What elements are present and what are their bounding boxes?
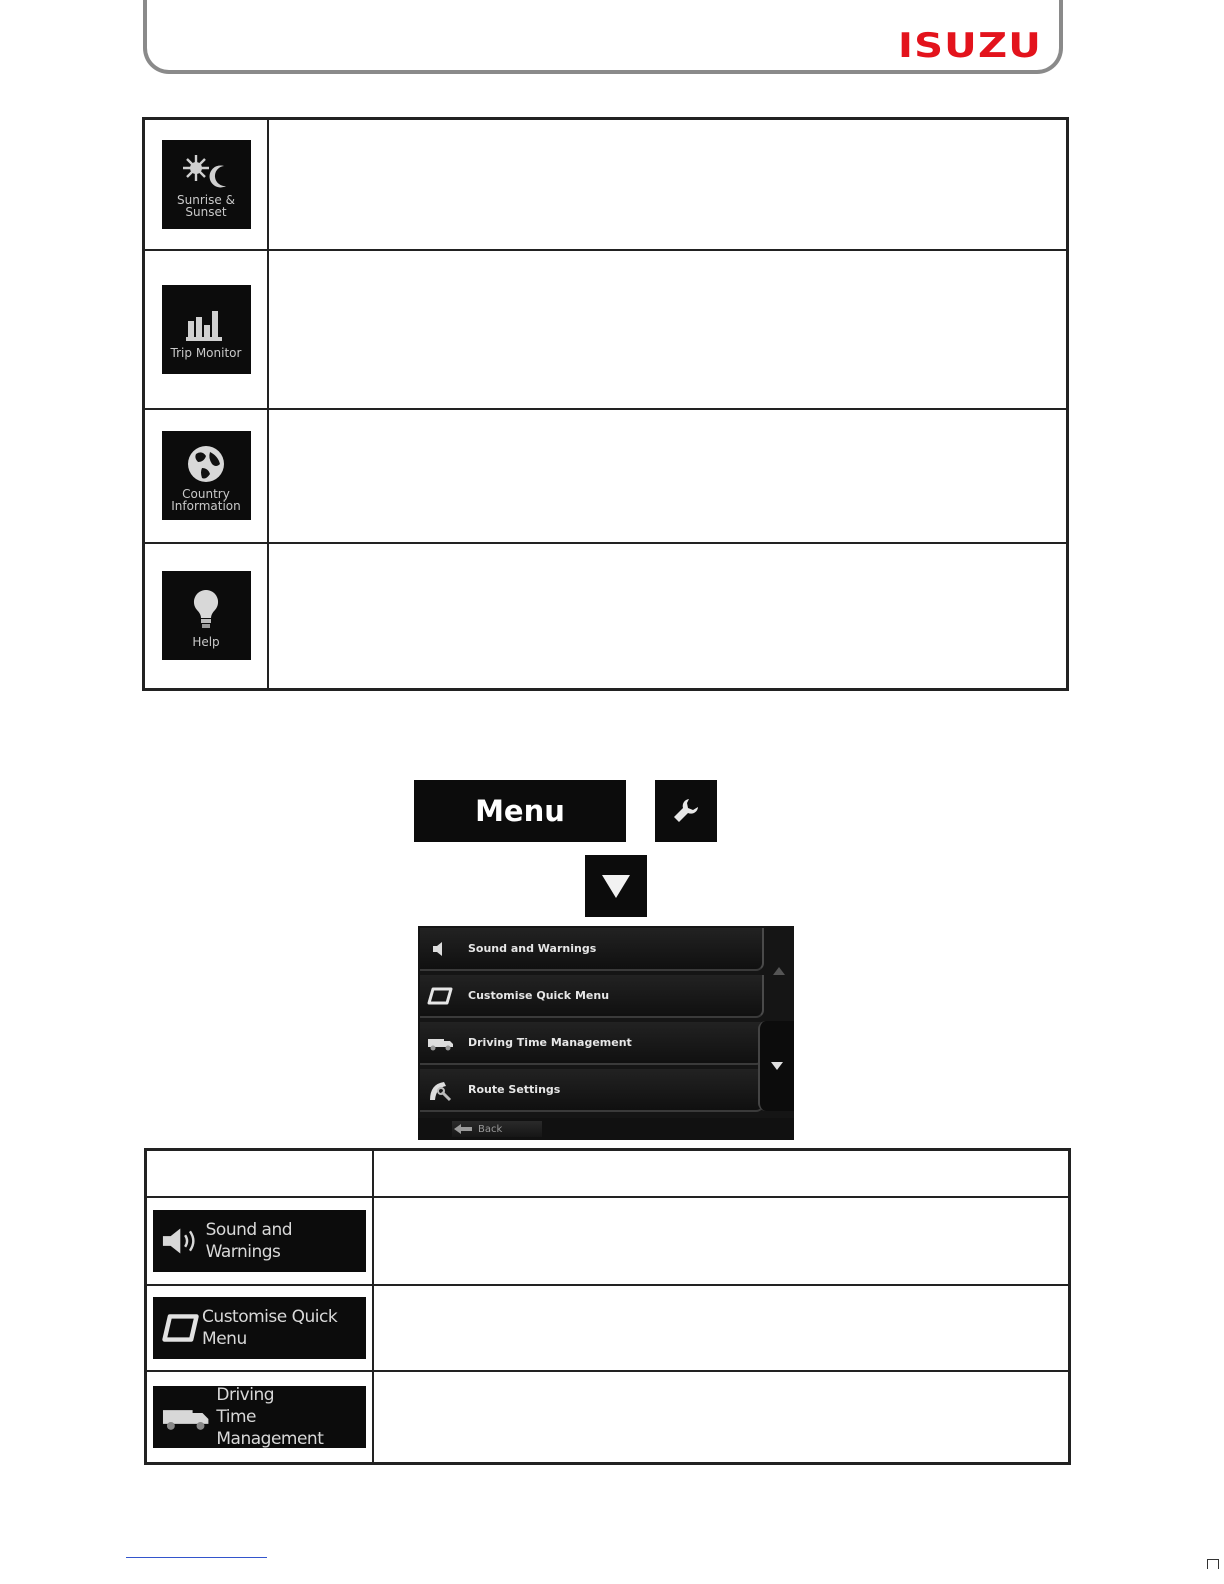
page-corner-mark: [1207, 1559, 1219, 1569]
tile-label: Sunrise & Sunset: [177, 193, 235, 220]
header-cell: [146, 1150, 374, 1197]
table-row: [144, 409, 1068, 543]
table-row: [144, 119, 1068, 250]
features-table: [142, 117, 1069, 691]
speaker-icon: [420, 941, 460, 957]
trip-monitor-tile[interactable]: [162, 285, 251, 374]
speaker-icon: [161, 1226, 200, 1256]
table-header-row: [146, 1150, 1070, 1197]
table-row: [146, 1197, 1070, 1285]
menu-item-customise-quick-menu[interactable]: Customise Quick Menu: [420, 975, 764, 1018]
help-tile[interactable]: [162, 571, 251, 660]
back-arrow-icon: [452, 1123, 474, 1135]
description-cell: [268, 409, 1068, 543]
bar-chart-icon: [184, 303, 228, 343]
tile-label: Country Information: [171, 486, 241, 513]
description-cell: [373, 1285, 1070, 1371]
sound-and-warnings-button[interactable]: Sound and Warnings: [153, 1210, 366, 1272]
table-row: [146, 1371, 1070, 1464]
globe-icon: [184, 444, 228, 484]
sun-moon-icon: [180, 154, 232, 190]
quick-menu-icon: [420, 987, 460, 1005]
settings-table: [144, 1148, 1071, 1465]
scroll-down-small-button[interactable]: [758, 1021, 794, 1111]
customise-quick-menu-button[interactable]: Customise Quick Menu: [153, 1297, 366, 1359]
description-cell: [373, 1371, 1070, 1464]
menu-item-driving-time-management[interactable]: Driving Time Management: [420, 1022, 764, 1065]
down-arrow-icon: [600, 872, 632, 900]
tile-label: Help: [192, 634, 220, 649]
driving-time-management-button[interactable]: Driving Time Management: [153, 1386, 366, 1448]
quick-menu-icon: [161, 1311, 200, 1345]
settings-button[interactable]: [655, 780, 717, 842]
description-cell: [268, 119, 1068, 250]
back-bar: [418, 1118, 794, 1140]
scroll-up-button[interactable]: [764, 956, 794, 986]
menu-button[interactable]: Menu: [414, 780, 626, 842]
description-cell: [268, 543, 1068, 690]
description-cell: [373, 1197, 1070, 1285]
country-information-tile[interactable]: [162, 431, 251, 520]
menu-item-sound-and-warnings[interactable]: Sound and Warnings: [420, 928, 764, 971]
brand-logo: ISUZU: [898, 26, 1042, 66]
settings-menu-screenshot: [418, 926, 794, 1140]
truck-icon: [161, 1402, 210, 1432]
truck-icon: [420, 1035, 460, 1051]
table-row: [144, 543, 1068, 690]
tile-label: Trip Monitor: [170, 346, 242, 360]
table-row: [146, 1285, 1070, 1371]
menu-item-route-settings[interactable]: Route Settings: [420, 1069, 764, 1112]
route-icon: [420, 1078, 460, 1102]
wrench-icon: [671, 796, 701, 826]
up-arrow-icon: [772, 966, 786, 976]
sunrise-sunset-tile[interactable]: [162, 140, 251, 229]
footer-divider: [126, 1557, 267, 1558]
back-button[interactable]: Back: [452, 1121, 542, 1137]
header-cell: [373, 1150, 1070, 1197]
down-arrow-icon: [770, 1061, 784, 1071]
scroll-down-button[interactable]: [585, 855, 647, 917]
description-cell: [268, 250, 1068, 409]
table-row: [144, 250, 1068, 409]
lightbulb-icon: [191, 588, 221, 632]
